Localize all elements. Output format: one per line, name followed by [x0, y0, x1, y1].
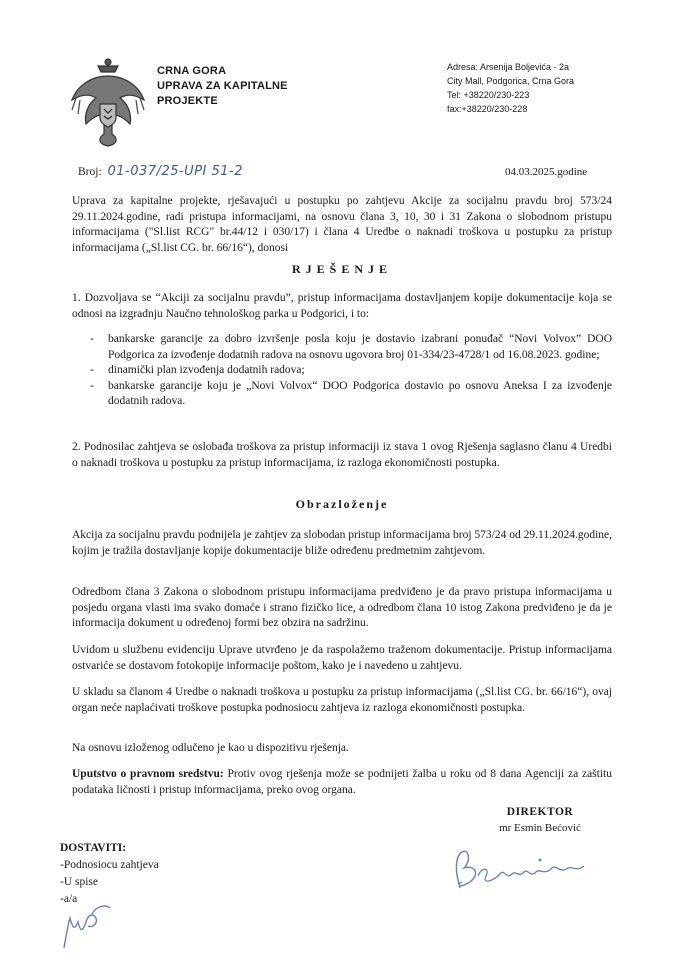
list-item: - bankarske garancije za dobro izvršenje posla koju je dostavio izabrani ponuđač “Novi Volvox” DOO Podgorica za izvođenje dodatnih radova na osnovu ugovora broj 01-334/23-4728/1 od 16.08.2023. godine; — [90, 332, 612, 363]
document-date: 04.03.2025.godine — [505, 166, 588, 178]
document-list — [90, 332, 612, 410]
handwritten-signature-icon — [420, 838, 620, 908]
decision-title: RJEŠENJE — [291, 262, 393, 276]
point-2: 2. Podnosilac zahtjeva se oslobađa troškova za pristup informaciji iz stava 1 ovog Rješenja saglasno članu 4 Uredbi o naknadi troškova u postupku za pristup informacijama, iz razloga ekonomičnosti postupka. — [72, 441, 612, 469]
point-1: 1. Dozvoljava se “Akciji za socijalnu pravdu”, pristup informacijama dostavljanjem kopije dokumentacije koja se odnosi na izgradnju Naučno tehnološkog parka u Podgorici, i to: — [72, 292, 612, 320]
legal-remedy-text: Protiv ovog rješenja može se podnijeti žalba u roku od 8 dana Agenciji za zaštitu podataka ličnosti i pristup informacijama, preko ovog organa. — [72, 768, 612, 796]
legal-remedy — [72, 767, 612, 798]
signature-name: mr Esmin Bećović — [499, 822, 581, 834]
legal-remedy-label: Uputstvo o pravnom sredstvu: — [72, 768, 224, 780]
document-number — [78, 164, 243, 179]
delivery-item: -U spise — [60, 876, 99, 888]
handwritten-initials-icon — [52, 896, 122, 954]
signature-title: DIREKTOR — [506, 806, 574, 818]
fax-line: fax:+38220/230-228 — [447, 104, 528, 114]
reasoning-paragraph-4: U skladu sa članom 4 Uredbe o naknadi troškova u postupku za pristup informacijama („Sl.list CG. br. 66/16“), ovaj organ neće naplaćivati troškove postupka podnosiocu zahtjeva iz razloga ekonomičnosti postupka. — [72, 686, 612, 714]
city-line: City Mall, Podgorica, Crna Gora — [447, 76, 575, 86]
address-line: Adresa: Arsenija Boljevića - 2a — [447, 62, 570, 72]
list-item: - bankarske garancije koju je „Novi Volvox“ DOO Podgorica dostavio po osnovu Aneksa I za izvođenje dodatnih radova. — [90, 379, 612, 410]
list-item: - dinamički plan izvođenja dodatnih radova; — [90, 363, 612, 379]
organization-name — [157, 64, 288, 109]
org-line-3: PROJEKTE — [157, 95, 218, 107]
delivery-heading: DOSTAVITI: — [60, 842, 127, 854]
reasoning-paragraph-2: Odredbom člana 3 Zakona o slobodnom pristupu informacijama predviđeno je da pravo pristupa informacijama u posjedu organa vlasti ima svako domaće i strano fizičko lice, a odredbom člana 10 istog Zakona predviđeno je da je informacija dokument u određenoj formi bez obzira na sadržinu. — [72, 586, 612, 629]
org-line-1: CRNA GORA — [157, 65, 227, 77]
broj-label: Broj: — [78, 166, 102, 178]
reasoning-paragraph-5: Na osnovu izloženog odlučeno je kao u dispozitivu rješenja. — [72, 742, 349, 754]
coat-of-arms-icon — [68, 54, 148, 150]
delivery-item: -Podnosiocu zahtjeva — [60, 859, 159, 871]
address-block — [447, 60, 574, 116]
reasoning-paragraph-1: Akcija za socijalnu pravdu podnijela je zahtjev za slobodan pristup informacijama broj 573/24 od 29.11.2024.godine, kojim je tražila dostavljanje kopije dokumentacije bliže određenu predmetnim zahtjevom. — [72, 529, 612, 557]
reasoning-paragraph-3: Uvidom u službenu evidenciju Uprave utvrđeno je da raspolažemo traženom dokumentacije. Pristup informacijama ostvariće se dostavom fotokopije informacije poštom, kako je i navedeno u zahtjevu. — [72, 644, 612, 672]
org-line-2: UPRAVA ZA KAPITALNE — [157, 80, 288, 92]
tel-line: Tel: +38220/230-223 — [447, 90, 530, 100]
reasoning-title: Obrazloženje — [295, 497, 389, 511]
broj-value: 01-037/25-UPI 51-2 — [107, 164, 243, 179]
delivery-item: -a/a — [60, 893, 78, 905]
intro-paragraph: Uprava za kapitalne projekte, rješavajući u postupku po zahtjevu Akcije za socijalnu pravdu broj 573/24 29.11.2024.godine, radi pristupa informacijami, na osnovu člana 3, 10, 30 i 31 Zakona o slobodnom pristupu informacijama ("Sl.list RCG" br.44/12 i 030/17) i člana 4 Uredbe o naknadi troškova u postupku za pristup informacijama („Sl.list CG. br. 66/16“), donosi — [72, 195, 612, 254]
